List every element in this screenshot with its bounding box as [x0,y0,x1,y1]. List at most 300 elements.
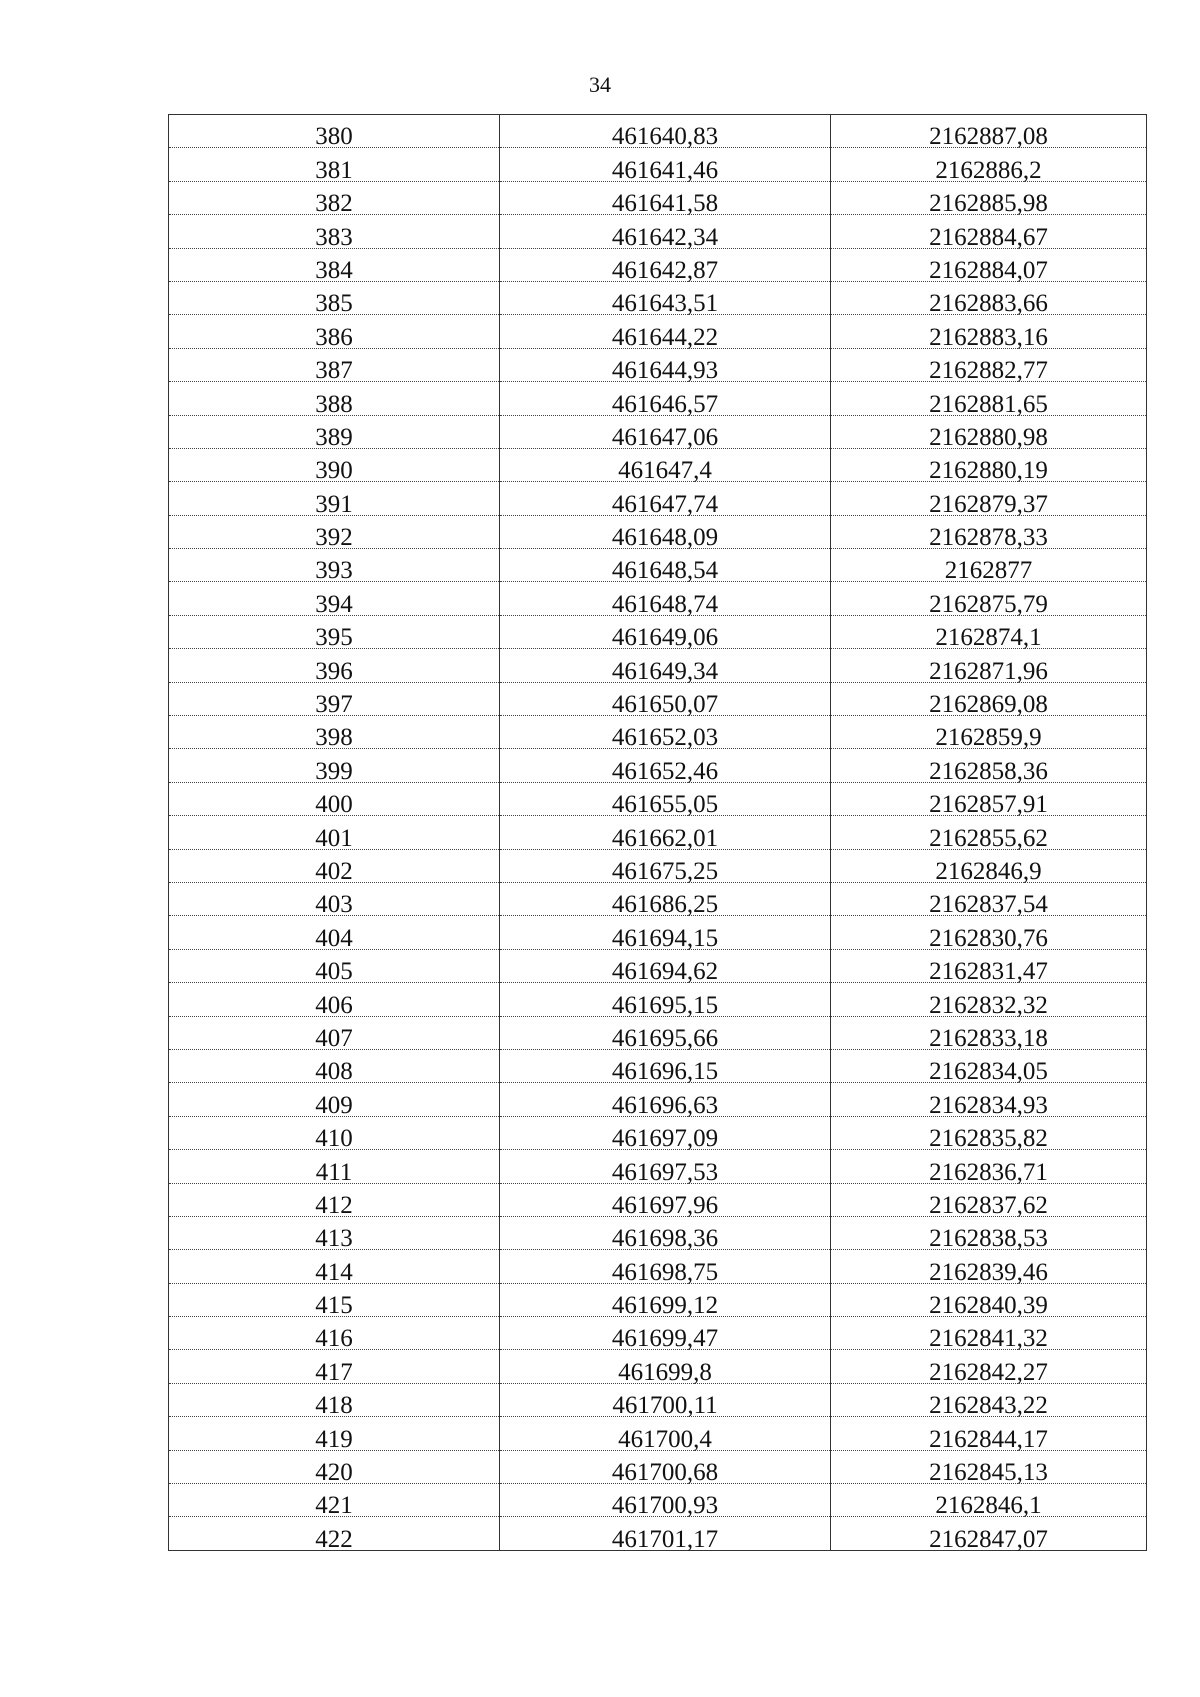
point-number-cell [169,1116,500,1153]
point-number-cell [169,382,500,418]
y-coordinate-cell [831,1116,1147,1153]
table-row [169,1150,1147,1183]
cell-text: 2162844,17 [929,1425,1048,1453]
table-row [169,782,1147,815]
x-coordinate-cell [500,515,831,552]
cell-text: 389 [315,423,353,451]
table-row [169,382,1147,415]
cell-text: 2162842,27 [929,1358,1048,1386]
y-coordinate-cell [831,782,1147,819]
table-row [169,949,1147,982]
y-coordinate-cell [831,1450,1147,1487]
cell-text: 461642,34 [611,223,719,251]
y-coordinate-cell [831,983,1147,1019]
cell-text: 2162875,79 [929,590,1048,618]
y-coordinate-cell [831,382,1147,418]
cell-text: 461700,93 [611,1492,719,1520]
x-coordinate-cell [500,1317,831,1353]
point-number-cell [169,1016,500,1052]
x-coordinate-cell [500,1183,831,1219]
y-coordinate-cell [831,816,1147,852]
y-coordinate-cell [831,448,1147,485]
cell-text: 386 [315,323,353,351]
x-coordinate-cell [500,983,831,1019]
point-number-cell [169,115,500,151]
table-row [169,1484,1147,1517]
table-row [169,1049,1147,1082]
y-coordinate-cell [831,582,1147,618]
point-number-cell [169,1417,500,1453]
point-number-cell [169,1183,500,1219]
cell-text: 461700,11 [612,1392,718,1420]
cell-text: 461699,47 [611,1325,719,1353]
y-coordinate-cell [831,482,1147,518]
point-number-cell [169,649,500,685]
x-coordinate-cell [500,682,831,719]
cell-text: 2162841,32 [929,1325,1048,1353]
cell-text: 2162837,62 [929,1191,1048,1219]
cell-text: 461699,8 [618,1358,712,1386]
point-number-cell [169,983,500,1019]
y-coordinate-cell [831,348,1147,385]
table-row [169,348,1147,381]
point-number-cell [169,148,500,184]
x-coordinate-cell [500,1083,831,1119]
cell-text: 461700,68 [611,1459,719,1487]
x-coordinate-cell [500,782,831,819]
cell-text: 410 [315,1125,353,1153]
cell-text: 405 [315,958,353,986]
cell-text: 461698,75 [611,1258,719,1286]
cell-text: 408 [315,1058,353,1086]
table-row [169,582,1147,615]
cell-text: 421 [315,1492,353,1520]
point-number-cell [169,716,500,752]
cell-text: 382 [315,190,353,218]
point-number-cell [169,248,500,284]
cell-text: 381 [315,156,353,184]
cell-text: 404 [315,924,353,952]
cell-text: 403 [315,891,353,919]
cell-text: 416 [315,1325,353,1353]
point-number-cell [169,1450,500,1487]
cell-text: 409 [315,1091,353,1119]
cell-text: 461694,15 [611,924,719,952]
table-row [169,115,1147,148]
point-number-cell [169,448,500,485]
x-coordinate-cell [500,415,831,451]
y-coordinate-cell [831,549,1147,585]
x-coordinate-cell [500,1383,831,1420]
cell-text: 2162874,1 [935,624,1042,652]
table-row [169,649,1147,682]
y-coordinate-cell [831,1049,1147,1086]
cell-text: 461644,93 [611,357,719,385]
cell-text: 2162881,65 [929,390,1048,418]
table-row [169,549,1147,582]
point-number-cell [169,281,500,318]
point-number-cell [169,315,500,351]
cell-text: 388 [315,390,353,418]
y-coordinate-cell [831,1350,1147,1386]
cell-text: 461696,15 [611,1058,719,1086]
table-row [169,615,1147,648]
cell-text: 461648,09 [611,524,719,552]
cell-text: 461662,01 [611,824,719,852]
point-number-cell [169,1283,500,1320]
y-coordinate-cell [831,882,1147,919]
cell-text: 393 [315,557,353,585]
cell-text: 2162879,37 [929,490,1048,518]
x-coordinate-cell [500,115,831,151]
x-coordinate-cell [500,949,831,986]
table-row [169,716,1147,749]
cell-text: 2162857,91 [929,791,1048,819]
table-row [169,849,1147,882]
cell-text: 2162877 [944,557,1033,585]
x-coordinate-cell [500,1517,831,1553]
cell-text: 461697,96 [611,1191,719,1219]
cell-text: 418 [315,1392,353,1420]
point-number-cell [169,415,500,451]
point-number-cell [169,816,500,852]
point-number-cell [169,1216,500,1253]
table-row [169,181,1147,214]
point-number-cell [169,1049,500,1086]
cell-text: 411 [315,1158,353,1186]
cell-text: 2162833,18 [929,1024,1048,1052]
point-number-cell [169,482,500,518]
x-coordinate-cell [500,916,831,952]
cell-text: 461686,25 [611,891,719,919]
cell-text: 384 [315,256,353,284]
x-coordinate-cell [500,816,831,852]
table-row [169,1517,1147,1550]
point-number-cell [169,1083,500,1119]
cell-text: 2162832,32 [929,991,1048,1019]
x-coordinate-cell [500,1450,831,1487]
cell-text: 461640,83 [611,123,719,151]
coordinates-table-body [169,115,1147,1551]
x-coordinate-cell [500,348,831,385]
cell-text: 399 [315,757,353,785]
cell-text: 422 [315,1525,353,1553]
table-row [169,315,1147,348]
cell-text: 400 [315,791,353,819]
cell-text: 2162869,08 [929,691,1048,719]
table-row [169,1116,1147,1149]
x-coordinate-cell [500,716,831,752]
table-row [169,1383,1147,1416]
point-number-cell [169,782,500,819]
cell-text: 2162831,47 [929,958,1048,986]
cell-text: 385 [315,290,353,318]
cell-text: 417 [315,1358,353,1386]
cell-text: 461695,66 [611,1024,719,1052]
y-coordinate-cell [831,682,1147,719]
cell-text: 412 [315,1191,353,1219]
x-coordinate-cell [500,382,831,418]
cell-text: 461642,87 [611,256,719,284]
cell-text: 401 [315,824,353,852]
cell-text: 461697,53 [611,1158,719,1186]
cell-text: 2162847,07 [929,1525,1048,1553]
cell-text: 461698,36 [611,1225,719,1253]
table-row [169,1317,1147,1350]
table-row [169,482,1147,515]
cell-text: 461647,06 [611,423,719,451]
y-coordinate-cell [831,1183,1147,1219]
cell-text: 461649,06 [611,624,719,652]
cell-text: 390 [315,457,353,485]
table-row [169,215,1147,248]
x-coordinate-cell [500,749,831,785]
x-coordinate-cell [500,649,831,685]
y-coordinate-cell [831,949,1147,986]
cell-text: 392 [315,524,353,552]
page-number: 34 [589,72,611,97]
point-number-cell [169,615,500,652]
cell-text: 461644,22 [611,323,719,351]
y-coordinate-cell [831,1083,1147,1119]
cell-text: 2162846,1 [935,1492,1042,1520]
point-number-cell [169,181,500,218]
cell-text: 2162838,53 [929,1225,1048,1253]
table-row [169,281,1147,314]
table-row [169,1216,1147,1249]
y-coordinate-cell [831,649,1147,685]
y-coordinate-cell [831,248,1147,284]
cell-text: 461655,05 [611,791,719,819]
y-coordinate-cell [831,1016,1147,1052]
cell-text: 461641,58 [611,190,719,218]
y-coordinate-cell [831,916,1147,952]
cell-text: 2162871,96 [929,657,1048,685]
cell-text: 2162845,13 [929,1459,1048,1487]
y-coordinate-cell [831,148,1147,184]
point-number-cell [169,1484,500,1520]
table-row [169,983,1147,1016]
table-row [169,882,1147,915]
point-number-cell [169,682,500,719]
cell-text: 461643,51 [611,290,719,318]
cell-text: 402 [315,857,353,885]
table-row [169,1350,1147,1383]
table-row [169,1083,1147,1116]
y-coordinate-cell [831,615,1147,652]
cell-text: 2162839,46 [929,1258,1048,1286]
y-coordinate-cell [831,281,1147,318]
cell-text: 461695,15 [611,991,719,1019]
point-number-cell [169,1317,500,1353]
cell-text: 2162840,39 [929,1292,1048,1320]
cell-text: 461646,57 [611,390,719,418]
cell-text: 387 [315,357,353,385]
y-coordinate-cell [831,1283,1147,1320]
cell-text: 2162880,98 [929,423,1048,451]
y-coordinate-cell [831,181,1147,218]
cell-text: 2162883,66 [929,290,1048,318]
table-row [169,749,1147,782]
x-coordinate-cell [500,549,831,585]
y-coordinate-cell [831,1250,1147,1286]
cell-text: 2162886,2 [935,156,1042,184]
cell-text: 2162887,08 [929,123,1048,151]
table-row [169,1016,1147,1049]
cell-text: 461648,54 [611,557,719,585]
cell-text: 2162882,77 [929,357,1048,385]
cell-text: 2162837,54 [929,891,1048,919]
cell-text: 2162835,82 [929,1125,1048,1153]
cell-text: 397 [315,691,353,719]
cell-text: 461647,74 [611,490,719,518]
x-coordinate-cell [500,1417,831,1453]
table-row [169,148,1147,181]
y-coordinate-cell [831,716,1147,752]
cell-text: 461694,62 [611,958,719,986]
cell-text: 391 [315,490,353,518]
point-number-cell [169,1517,500,1553]
point-number-cell [169,1150,500,1186]
x-coordinate-cell [500,882,831,919]
x-coordinate-cell [500,248,831,284]
table-row [169,1417,1147,1450]
point-number-cell [169,1350,500,1386]
y-coordinate-cell [831,115,1147,151]
table-row [169,1450,1147,1483]
cell-text: 461647,4 [618,457,712,485]
x-coordinate-cell [500,1116,831,1153]
table-row [169,916,1147,949]
cell-text: 2162880,19 [929,457,1048,485]
cell-text: 394 [315,590,353,618]
y-coordinate-cell [831,215,1147,251]
cell-text: 461652,03 [611,724,719,752]
cell-text: 407 [315,1024,353,1052]
cell-text: 2162855,62 [929,824,1048,852]
x-coordinate-cell [500,1484,831,1520]
table-row [169,682,1147,715]
x-coordinate-cell [500,1016,831,1052]
y-coordinate-cell [831,1150,1147,1186]
y-coordinate-cell [831,515,1147,552]
table-row [169,448,1147,481]
x-coordinate-cell [500,1283,831,1320]
y-coordinate-cell [831,1484,1147,1520]
point-number-cell [169,916,500,952]
cell-text: 461701,17 [611,1525,719,1553]
cell-text: 2162843,22 [929,1392,1048,1420]
cell-text: 461697,09 [611,1125,719,1153]
point-number-cell [169,582,500,618]
cell-text: 461699,12 [611,1292,719,1320]
cell-text: 461649,34 [611,657,719,685]
cell-text: 406 [315,991,353,1019]
x-coordinate-cell [500,615,831,652]
cell-text: 2162836,71 [929,1158,1048,1186]
x-coordinate-cell [500,482,831,518]
x-coordinate-cell [500,148,831,184]
x-coordinate-cell [500,849,831,885]
coordinates-table [168,114,1147,1551]
point-number-cell [169,882,500,919]
table-row [169,415,1147,448]
cell-text: 2162834,93 [929,1091,1048,1119]
cell-text: 2162883,16 [929,323,1048,351]
cell-text: 420 [315,1459,353,1487]
table-row [169,248,1147,281]
point-number-cell [169,1383,500,1420]
point-number-cell [169,215,500,251]
y-coordinate-cell [831,1417,1147,1453]
y-coordinate-cell [831,1216,1147,1253]
y-coordinate-cell [831,315,1147,351]
y-coordinate-cell [831,1517,1147,1553]
x-coordinate-cell [500,1049,831,1086]
x-coordinate-cell [500,1216,831,1253]
cell-text: 396 [315,657,353,685]
cell-text: 461648,74 [611,590,719,618]
cell-text: 461675,25 [611,857,719,885]
cell-text: 2162878,33 [929,524,1048,552]
cell-text: 383 [315,223,353,251]
cell-text: 398 [315,724,353,752]
y-coordinate-cell [831,1383,1147,1420]
cell-text: 415 [315,1292,353,1320]
x-coordinate-cell [500,1250,831,1286]
cell-text: 2162846,9 [935,857,1042,885]
cell-text: 2162885,98 [929,190,1048,218]
point-number-cell [169,1250,500,1286]
cell-text: 461650,07 [611,691,719,719]
table-row [169,1283,1147,1316]
point-number-cell [169,515,500,552]
cell-text: 413 [315,1225,353,1253]
y-coordinate-cell [831,749,1147,785]
cell-text: 2162884,07 [929,256,1048,284]
x-coordinate-cell [500,1350,831,1386]
x-coordinate-cell [500,181,831,218]
table-row [169,816,1147,849]
y-coordinate-cell [831,1317,1147,1353]
point-number-cell [169,849,500,885]
point-number-cell [169,348,500,385]
cell-text: 2162830,76 [929,924,1048,952]
table-row [169,1183,1147,1216]
cell-text: 461641,46 [611,156,719,184]
x-coordinate-cell [500,281,831,318]
x-coordinate-cell [500,215,831,251]
cell-text: 2162858,36 [929,757,1048,785]
x-coordinate-cell [500,582,831,618]
x-coordinate-cell [500,315,831,351]
y-coordinate-cell [831,849,1147,885]
cell-text: 2162834,05 [929,1058,1048,1086]
cell-text: 395 [315,624,353,652]
y-coordinate-cell [831,415,1147,451]
cell-text: 419 [315,1425,353,1453]
cell-text: 414 [315,1258,353,1286]
point-number-cell [169,749,500,785]
table-row [169,515,1147,548]
x-coordinate-cell [500,1150,831,1186]
cell-text: 461652,46 [611,757,719,785]
x-coordinate-cell [500,448,831,485]
table-row [169,1250,1147,1283]
cell-text: 2162859,9 [935,724,1042,752]
point-number-cell [169,549,500,585]
cell-text: 380 [315,123,353,151]
